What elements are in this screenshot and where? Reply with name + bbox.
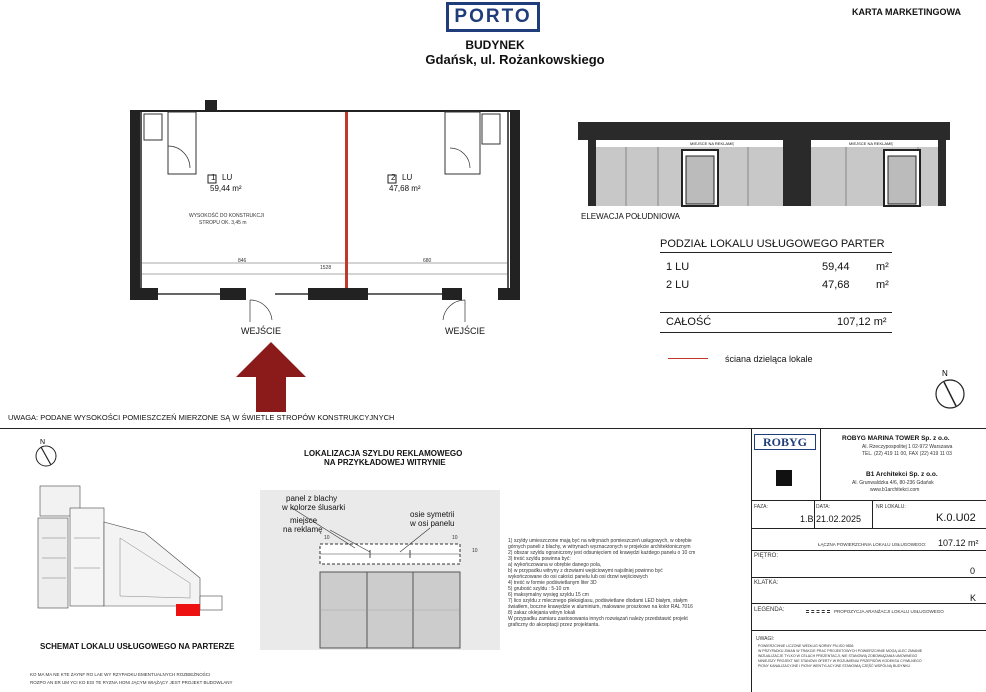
unit-1-area: 59,44 m² — [210, 184, 242, 193]
legenda-text: PROPOZYCJA ARANŻACJI LOKALU USŁUGOWEGO — [834, 609, 944, 614]
legenda-label: LEGENDA: — [754, 607, 785, 613]
rule-line: górnych paneli z blachy, w witrynach wyznaczonych w projekcie architektonicznym — [508, 544, 691, 550]
division-row-2-name: 2 LU — [666, 279, 690, 291]
company-2-address: Al. Grunwaldzka 4/6, 80-236 Gdańsk — [852, 480, 934, 486]
division-row-1-unit: m² — [876, 261, 889, 273]
rule-line: b) w przypadku witryny z drzwiami wejściowymi najsilniej powinno być — [508, 568, 663, 574]
signage-title-2: NA PRZYKŁADOWEJ WITRYNIE — [324, 458, 446, 467]
title-block-rule-2 — [751, 528, 986, 529]
division-total-area: 107,12 m² — [837, 316, 887, 328]
company-2-web: www.b1architekci.com — [870, 487, 920, 493]
unit-1-suffix: LU — [222, 173, 233, 182]
wall-legend-line — [668, 358, 708, 359]
svg-text:N: N — [942, 369, 948, 378]
division-row-1-area: 59,44 — [822, 261, 850, 273]
uwagi-line: WIZUALIZACJE TYLKO W CELACH PREZENTACJI, NIE STANOWIĄ ZOBOWIĄZANIA UMOWNEGO — [758, 654, 918, 658]
signage-panel-label-2: w kolorze ślusarki — [282, 503, 346, 512]
area-value: 107.12 m² — [938, 538, 979, 548]
dimension-1: 846 — [238, 258, 247, 264]
division-title-rule — [660, 252, 892, 253]
uwagi-line: POWIERZCHNIE LICZONE WEDŁUG NORMY PN-ISO 9836 — [758, 644, 854, 648]
signage-place-label-1: miejsce — [290, 516, 318, 525]
division-row-1-name: 1 LU — [666, 261, 690, 273]
unit-2-number: 2 — [391, 173, 396, 182]
bottom-note-2: ROZPO AN ER UM YCI KO EGI TE RYZNA HONI JĄCYM WIĄŻĄCY JEST PROJEKT BUDOWLANY — [30, 680, 233, 685]
porto-logo-text: PORTO — [454, 6, 532, 27]
building-address: Gdańsk, ul. Rożankowskiego — [425, 52, 605, 67]
signage-panel-label-1: panel z blachy — [286, 494, 338, 503]
signage-dim-c: 10 — [472, 548, 478, 554]
division-total-label: CAŁOŚĆ — [666, 316, 712, 328]
elevation-sign-2: MIEJSCE NA REKLAMĘ — [849, 141, 894, 146]
floor-plan — [120, 98, 540, 343]
nr-value: K.0.U02 — [936, 512, 976, 524]
title-block-rule-1 — [751, 500, 986, 501]
signage-rules — [508, 538, 746, 628]
svg-text:N: N — [40, 439, 46, 446]
nr-label: NR LOKALU: — [876, 504, 906, 510]
area-label: ŁĄCZNA POWIERZCHNIA LOKALU USŁUGOWEGO: — [818, 542, 927, 547]
unit-1-number: 1 — [211, 173, 216, 182]
rule-line: 6) maksymalny wysięg szyldu 15 cm — [508, 592, 589, 598]
klatka-value: K — [970, 593, 977, 603]
signage-axes-label-1: osie symetrii — [410, 510, 455, 519]
bottom-note-1: KO MA MA NE KTE ZAYNF RO LAE WY RZYPADKU EMENTUALNYCH ROZBIEŻNOŚCI — [30, 672, 211, 677]
division-total-rule-top — [660, 312, 892, 313]
company-1-tel: TEL. (22) 419 11 00, FAX (22) 419 11 03 — [862, 451, 952, 457]
dimension-total: 1528 — [320, 265, 332, 271]
title-block-divider — [820, 428, 821, 500]
entrance-2-label: WEJŚCIE — [445, 326, 486, 336]
entrance-arrow-icon — [236, 342, 306, 412]
height-note-1: WYSOKOŚĆ DO KONSTRUKCJI — [189, 213, 265, 219]
robyg-logo-text: ROBYG — [762, 434, 807, 449]
data-value: 21.02.2025 — [816, 514, 862, 524]
north-compass-small-icon — [32, 436, 60, 470]
faza-label: FAZA: — [754, 504, 768, 510]
title-block-rule-5 — [751, 603, 986, 604]
section-separator — [0, 428, 986, 429]
title-block-cell-divider-2 — [872, 500, 873, 528]
uwagi-label: UWAGI: — [756, 636, 775, 642]
rule-line: światłem, boczne krawędzie w aluminium, malowane proszkowo na kolor RAL 7016 — [508, 604, 693, 610]
card-label: KARTA MARKETINGOWA — [852, 7, 961, 17]
uwagi-list — [758, 644, 982, 669]
signage-dim-b: 10 — [452, 535, 458, 541]
title-block-rule-4 — [751, 577, 986, 578]
robyg-logo — [754, 434, 816, 450]
title-block-rule-3 — [751, 550, 986, 551]
height-note-2: STROPU OK. 3,45 m — [199, 220, 247, 226]
uwagi-line: W PRZYPADKU ZMIAN W TRAKCIE PRAC PROJEKTOWYCH POWIERZCHNIE MOGĄ ULEC ZMIANIE — [758, 649, 923, 653]
b1-logo — [776, 470, 792, 486]
rule-line: wykończowane do osi całości panelu lub osi drzwi wejściowych — [508, 574, 648, 580]
title-block-border — [751, 428, 752, 692]
rule-line: 4) treść w formie podświetlanym liter 3D — [508, 580, 597, 586]
rule-line: 8) zakaz oklejania witryn lokali — [508, 610, 576, 616]
company-1: ROBYG MARINA TOWER Sp. z o.o. — [842, 435, 950, 442]
rule-line: W przypadku zamiaru zastosowania innych rozwiązań należy przedstawić projekt — [508, 616, 688, 622]
title-block-cell-divider-1 — [814, 500, 815, 528]
elevation-sign-1: MIEJSCE NA REKLAMĘ — [690, 141, 735, 146]
rule-line: 3) treść szyldu powinna być: — [508, 556, 571, 562]
uwagi-line: PIONY KANALIZACYJNE I PIONY WENTYLACYJNE STANOWIĄ CZĘŚĆ WSPÓLNĄ BUDYNKU — [758, 664, 911, 668]
signage-title-1: LOKALIZACJA SZYLDU REKLAMOWEGO — [304, 449, 463, 458]
rule-line: a) wykończowana w obrębie danego pola, — [508, 562, 602, 568]
dimension-2: 680 — [423, 258, 432, 264]
schema-title: SCHEMAT LOKALU USŁUGOWEGO NA PARTERZE — [40, 642, 235, 651]
signage-axes-label-2: w osi panelu — [410, 519, 455, 528]
rule-line: graficzny do akceptacji przez projektanta. — [508, 622, 600, 628]
division-row-2-area: 47,68 — [822, 279, 850, 291]
height-warning: UWAGA: PODANE WYSOKOŚCI POMIESZCZEŃ MIERZONE SĄ W ŚWIETLE STROPÓW KONSTRUKCYJNYCH — [8, 413, 395, 422]
porto-logo — [446, 2, 540, 32]
division-row-2-unit: m² — [876, 279, 889, 291]
rule-line: 1) szyldy umieszczone mają być na witrynach pomieszczeń usługowych, w obrębie — [508, 538, 692, 544]
klatka-label: KLATKA: — [754, 580, 779, 586]
legenda-dashed-icon — [806, 610, 830, 613]
signage-diagram — [260, 490, 500, 650]
title-block-rule-6 — [751, 630, 986, 631]
division-total-rule-bottom — [660, 332, 892, 333]
data-label: DATA: — [816, 504, 830, 510]
rule-line: 2) obszar szyldu ograniczony jest odsunięciem od krawędzi każdego panelu o 10 cm — [508, 550, 696, 556]
division-title: PODZIAŁ LOKALU USŁUGOWEGO PARTER — [660, 238, 885, 250]
building-title: BUDYNEK — [465, 38, 525, 52]
rule-line: 5) grubość szyldu : 5-10 cm — [508, 586, 570, 592]
signage-place-label-2: na reklamę — [283, 525, 323, 534]
unit-2-suffix: LU — [402, 173, 413, 182]
rule-line: 7) lico szyldu z mlecznego pleksiglasu, podświetlane diodami LED białym, stałym — [508, 598, 688, 604]
entrance-1-label: WEJŚCIE — [241, 326, 282, 336]
company-2: B1 Architekci Sp. z o.o. — [866, 471, 938, 478]
north-compass-icon — [930, 368, 970, 412]
unit-2-area: 47,68 m² — [389, 184, 421, 193]
company-1-address: Al. Rzeczypospolitej 1 02-972 Warszawa — [862, 444, 953, 450]
pietro-label: PIĘTRO: — [754, 553, 779, 559]
elevation-label: ELEWACJA POŁUDNIOWA — [581, 212, 680, 221]
pietro-value: 0 — [970, 566, 976, 576]
wall-legend-label: ściana dzieląca lokale — [725, 354, 813, 364]
faza-value: 1.B — [800, 514, 814, 524]
uwagi-line: NINIEJSZY PROJEKT NIE STANOWI OFERTY W ROZUMIENIU PRZEPISÓW KODEKSU CYWILNEGO — [758, 659, 922, 663]
signage-dim-a: 10 — [324, 535, 330, 541]
south-elevation — [578, 122, 950, 210]
site-schema — [20, 478, 240, 618]
